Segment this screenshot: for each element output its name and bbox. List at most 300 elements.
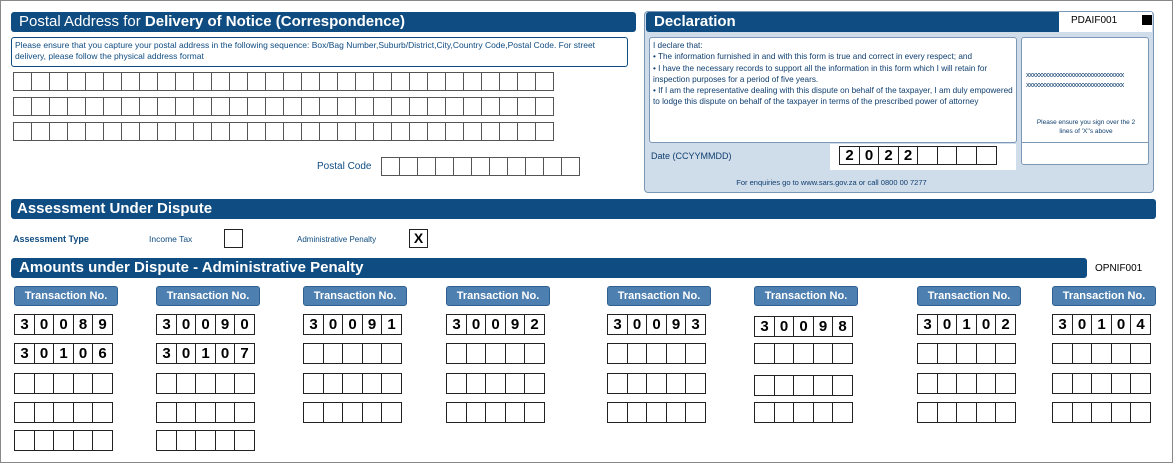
transaction-digit-cell[interactable] xyxy=(813,375,834,396)
address-char-cell[interactable] xyxy=(229,97,248,116)
transaction-digit-cell[interactable] xyxy=(995,373,1016,394)
address-char-cell[interactable] xyxy=(67,97,86,116)
transaction-digit-cell[interactable] xyxy=(666,373,687,394)
transaction-number-input[interactable] xyxy=(303,314,401,335)
transaction-digit-cell[interactable]: 0 xyxy=(646,314,667,335)
transaction-digit-cell[interactable] xyxy=(362,402,383,423)
address-char-cell[interactable] xyxy=(301,72,320,91)
transaction-digit-cell[interactable] xyxy=(1130,402,1151,423)
transaction-number-input[interactable] xyxy=(607,373,705,394)
transaction-digit-cell[interactable]: 1 xyxy=(381,314,402,335)
transaction-digit-cell[interactable] xyxy=(1052,373,1073,394)
address-line-3[interactable] xyxy=(13,122,553,141)
address-char-cell[interactable] xyxy=(103,97,122,116)
admin-penalty-checkbox[interactable]: X xyxy=(409,229,428,248)
address-char-cell[interactable] xyxy=(157,122,176,141)
transaction-digit-cell[interactable]: 2 xyxy=(995,314,1016,335)
address-char-cell[interactable] xyxy=(265,97,284,116)
transaction-digit-cell[interactable] xyxy=(92,373,113,394)
transaction-digit-cell[interactable] xyxy=(832,343,853,364)
address-char-cell[interactable] xyxy=(247,122,266,141)
transaction-digit-cell[interactable] xyxy=(234,430,255,451)
address-char-cell[interactable] xyxy=(373,97,392,116)
transaction-digit-cell[interactable] xyxy=(666,402,687,423)
address-char-cell[interactable] xyxy=(427,122,446,141)
transaction-digit-cell[interactable] xyxy=(1091,343,1112,364)
transaction-digit-cell[interactable] xyxy=(937,343,958,364)
transaction-number-input[interactable] xyxy=(607,402,705,423)
transaction-digit-cell[interactable] xyxy=(34,402,55,423)
address-char-cell[interactable] xyxy=(499,122,518,141)
transaction-number-input[interactable] xyxy=(446,314,544,335)
address-char-cell[interactable] xyxy=(445,97,464,116)
address-char-cell[interactable] xyxy=(265,72,284,91)
postal-code-char-cell[interactable] xyxy=(435,157,454,176)
transaction-digit-cell[interactable] xyxy=(995,402,1016,423)
transaction-digit-cell[interactable] xyxy=(793,375,814,396)
address-char-cell[interactable] xyxy=(193,97,212,116)
transaction-digit-cell[interactable]: 1 xyxy=(53,343,74,364)
address-char-cell[interactable] xyxy=(49,72,68,91)
transaction-digit-cell[interactable]: 0 xyxy=(176,343,197,364)
transaction-digit-cell[interactable] xyxy=(1111,402,1132,423)
address-char-cell[interactable] xyxy=(121,97,140,116)
address-char-cell[interactable] xyxy=(427,72,446,91)
address-char-cell[interactable] xyxy=(391,97,410,116)
transaction-digit-cell[interactable]: 0 xyxy=(1111,314,1132,335)
transaction-digit-cell[interactable] xyxy=(466,402,487,423)
transaction-digit-cell[interactable] xyxy=(1111,343,1132,364)
transaction-digit-cell[interactable] xyxy=(323,373,344,394)
address-char-cell[interactable] xyxy=(337,97,356,116)
transaction-digit-cell[interactable] xyxy=(976,373,997,394)
transaction-digit-cell[interactable]: 0 xyxy=(323,314,344,335)
transaction-digit-cell[interactable] xyxy=(1111,373,1132,394)
address-char-cell[interactable] xyxy=(463,97,482,116)
transaction-digit-cell[interactable]: 9 xyxy=(362,314,383,335)
transaction-digit-cell[interactable] xyxy=(524,373,545,394)
postal-code-char-cell[interactable] xyxy=(453,157,472,176)
address-char-cell[interactable] xyxy=(355,122,374,141)
transaction-digit-cell[interactable] xyxy=(466,343,487,364)
transaction-digit-cell[interactable] xyxy=(793,402,814,423)
transaction-digit-cell[interactable] xyxy=(485,402,506,423)
address-char-cell[interactable] xyxy=(175,122,194,141)
address-char-cell[interactable] xyxy=(175,72,194,91)
postal-address-grid[interactable] xyxy=(13,72,553,141)
postal-code-char-cell[interactable] xyxy=(561,157,580,176)
transaction-digit-cell[interactable]: 2 xyxy=(524,314,545,335)
address-char-cell[interactable] xyxy=(31,72,50,91)
address-char-cell[interactable] xyxy=(103,122,122,141)
address-char-cell[interactable] xyxy=(355,97,374,116)
transaction-digit-cell[interactable] xyxy=(505,343,526,364)
transaction-digit-cell[interactable] xyxy=(956,343,977,364)
address-char-cell[interactable] xyxy=(301,97,320,116)
address-char-cell[interactable] xyxy=(229,122,248,141)
transaction-digit-cell[interactable] xyxy=(685,373,706,394)
postal-code-input[interactable] xyxy=(381,157,579,176)
transaction-digit-cell[interactable]: 3 xyxy=(156,314,177,335)
transaction-digit-cell[interactable] xyxy=(342,343,363,364)
transaction-digit-cell[interactable] xyxy=(1091,373,1112,394)
address-char-cell[interactable] xyxy=(427,97,446,116)
transaction-number-input[interactable] xyxy=(14,430,112,451)
transaction-number-input[interactable] xyxy=(917,314,1015,335)
address-char-cell[interactable] xyxy=(337,122,356,141)
address-char-cell[interactable] xyxy=(283,97,302,116)
transaction-digit-cell[interactable] xyxy=(73,430,94,451)
transaction-number-input[interactable] xyxy=(14,343,112,364)
address-char-cell[interactable] xyxy=(337,72,356,91)
transaction-digit-cell[interactable] xyxy=(323,402,344,423)
transaction-digit-cell[interactable] xyxy=(1072,373,1093,394)
address-char-cell[interactable] xyxy=(247,72,266,91)
address-char-cell[interactable] xyxy=(355,72,374,91)
transaction-digit-cell[interactable] xyxy=(34,430,55,451)
transaction-digit-cell[interactable] xyxy=(381,373,402,394)
address-char-cell[interactable] xyxy=(13,122,32,141)
address-char-cell[interactable] xyxy=(409,97,428,116)
address-char-cell[interactable] xyxy=(535,97,554,116)
transaction-number-input[interactable] xyxy=(156,343,254,364)
transaction-digit-cell[interactable] xyxy=(92,402,113,423)
transaction-number-input[interactable] xyxy=(156,314,254,335)
transaction-number-input[interactable] xyxy=(1052,373,1150,394)
address-char-cell[interactable] xyxy=(319,122,338,141)
transaction-digit-cell[interactable]: 9 xyxy=(92,314,113,335)
transaction-digit-cell[interactable] xyxy=(215,430,236,451)
address-char-cell[interactable] xyxy=(139,97,158,116)
address-char-cell[interactable] xyxy=(265,122,284,141)
address-char-cell[interactable] xyxy=(481,97,500,116)
transaction-digit-cell[interactable] xyxy=(1052,343,1073,364)
transaction-digit-cell[interactable] xyxy=(215,373,236,394)
transaction-number-input[interactable] xyxy=(303,373,401,394)
transaction-digit-cell[interactable] xyxy=(976,402,997,423)
transaction-digit-cell[interactable] xyxy=(323,343,344,364)
transaction-digit-cell[interactable]: 0 xyxy=(466,314,487,335)
transaction-digit-cell[interactable] xyxy=(607,343,628,364)
transaction-digit-cell[interactable]: 3 xyxy=(156,343,177,364)
transaction-digit-cell[interactable] xyxy=(774,402,795,423)
transaction-digit-cell[interactable] xyxy=(14,373,35,394)
transaction-number-input[interactable] xyxy=(303,343,401,364)
date-digit-cell[interactable] xyxy=(917,146,938,165)
transaction-digit-cell[interactable] xyxy=(156,430,177,451)
address-char-cell[interactable] xyxy=(409,72,428,91)
address-char-cell[interactable] xyxy=(49,122,68,141)
address-char-cell[interactable] xyxy=(13,97,32,116)
transaction-number-input[interactable] xyxy=(754,316,852,337)
address-char-cell[interactable] xyxy=(391,122,410,141)
transaction-digit-cell[interactable] xyxy=(813,343,834,364)
transaction-digit-cell[interactable] xyxy=(14,402,35,423)
address-char-cell[interactable] xyxy=(319,97,338,116)
postal-code-char-cell[interactable] xyxy=(381,157,400,176)
address-char-cell[interactable] xyxy=(373,122,392,141)
transaction-digit-cell[interactable] xyxy=(303,373,324,394)
transaction-number-input[interactable] xyxy=(1052,402,1150,423)
transaction-number-input[interactable] xyxy=(1052,343,1150,364)
transaction-digit-cell[interactable] xyxy=(176,373,197,394)
transaction-digit-cell[interactable]: 3 xyxy=(14,314,35,335)
transaction-digit-cell[interactable]: 0 xyxy=(793,316,814,337)
transaction-digit-cell[interactable] xyxy=(446,402,467,423)
transaction-digit-cell[interactable] xyxy=(937,373,958,394)
address-char-cell[interactable] xyxy=(373,72,392,91)
address-char-cell[interactable] xyxy=(535,72,554,91)
transaction-digit-cell[interactable] xyxy=(34,373,55,394)
transaction-digit-cell[interactable]: 7 xyxy=(234,343,255,364)
postal-code-char-cell[interactable] xyxy=(507,157,526,176)
transaction-digit-cell[interactable]: 0 xyxy=(34,314,55,335)
address-char-cell[interactable] xyxy=(247,97,266,116)
transaction-digit-cell[interactable] xyxy=(956,402,977,423)
transaction-digit-cell[interactable]: 1 xyxy=(195,343,216,364)
address-line-1[interactable] xyxy=(13,72,553,91)
transaction-digit-cell[interactable] xyxy=(607,402,628,423)
address-char-cell[interactable] xyxy=(535,122,554,141)
transaction-digit-cell[interactable] xyxy=(627,373,648,394)
transaction-number-input[interactable] xyxy=(754,402,852,423)
transaction-digit-cell[interactable] xyxy=(303,402,324,423)
transaction-digit-cell[interactable]: 0 xyxy=(34,343,55,364)
address-char-cell[interactable] xyxy=(211,122,230,141)
transaction-digit-cell[interactable] xyxy=(342,402,363,423)
transaction-number-input[interactable] xyxy=(754,343,852,364)
address-char-cell[interactable] xyxy=(517,97,536,116)
address-char-cell[interactable] xyxy=(409,122,428,141)
address-char-cell[interactable] xyxy=(103,72,122,91)
transaction-digit-cell[interactable] xyxy=(1072,402,1093,423)
transaction-digit-cell[interactable]: 0 xyxy=(73,343,94,364)
transaction-digit-cell[interactable] xyxy=(215,402,236,423)
postal-code-char-cell[interactable] xyxy=(471,157,490,176)
address-char-cell[interactable] xyxy=(463,72,482,91)
address-char-cell[interactable] xyxy=(85,122,104,141)
transaction-number-input[interactable] xyxy=(156,373,254,394)
transaction-digit-cell[interactable] xyxy=(976,343,997,364)
transaction-digit-cell[interactable] xyxy=(505,373,526,394)
transaction-digit-cell[interactable]: 3 xyxy=(607,314,628,335)
address-char-cell[interactable] xyxy=(481,72,500,91)
transaction-number-input[interactable] xyxy=(446,343,544,364)
transaction-digit-cell[interactable] xyxy=(362,343,383,364)
transaction-digit-cell[interactable] xyxy=(1130,373,1151,394)
transaction-digit-cell[interactable] xyxy=(234,402,255,423)
date-digit-cell[interactable]: 0 xyxy=(859,146,880,165)
address-char-cell[interactable] xyxy=(13,72,32,91)
transaction-digit-cell[interactable] xyxy=(754,343,775,364)
transaction-digit-cell[interactable] xyxy=(195,402,216,423)
transaction-digit-cell[interactable]: 0 xyxy=(627,314,648,335)
transaction-digit-cell[interactable] xyxy=(446,373,467,394)
signature-box[interactable] xyxy=(1021,37,1149,165)
date-digit-cell[interactable] xyxy=(937,146,958,165)
address-char-cell[interactable] xyxy=(157,97,176,116)
address-char-cell[interactable] xyxy=(31,122,50,141)
address-char-cell[interactable] xyxy=(193,72,212,91)
date-digit-cell[interactable] xyxy=(976,146,997,165)
transaction-digit-cell[interactable]: 0 xyxy=(937,314,958,335)
transaction-digit-cell[interactable]: 1 xyxy=(956,314,977,335)
transaction-digit-cell[interactable]: 0 xyxy=(1072,314,1093,335)
address-char-cell[interactable] xyxy=(157,72,176,91)
address-char-cell[interactable] xyxy=(481,122,500,141)
transaction-digit-cell[interactable]: 3 xyxy=(917,314,938,335)
transaction-digit-cell[interactable] xyxy=(176,402,197,423)
transaction-digit-cell[interactable] xyxy=(995,343,1016,364)
transaction-digit-cell[interactable] xyxy=(774,343,795,364)
address-char-cell[interactable] xyxy=(445,122,464,141)
address-char-cell[interactable] xyxy=(211,72,230,91)
transaction-digit-cell[interactable] xyxy=(685,402,706,423)
transaction-digit-cell[interactable] xyxy=(793,343,814,364)
transaction-number-input[interactable] xyxy=(917,343,1015,364)
transaction-number-input[interactable] xyxy=(917,402,1015,423)
date-digit-cell[interactable]: 2 xyxy=(839,146,860,165)
transaction-number-input[interactable] xyxy=(446,373,544,394)
address-char-cell[interactable] xyxy=(517,122,536,141)
transaction-number-input[interactable] xyxy=(156,402,254,423)
transaction-number-input[interactable] xyxy=(446,402,544,423)
transaction-digit-cell[interactable]: 0 xyxy=(234,314,255,335)
transaction-digit-cell[interactable] xyxy=(446,343,467,364)
transaction-digit-cell[interactable] xyxy=(813,402,834,423)
address-char-cell[interactable] xyxy=(67,122,86,141)
transaction-digit-cell[interactable] xyxy=(1072,343,1093,364)
address-char-cell[interactable] xyxy=(445,72,464,91)
transaction-number-input[interactable] xyxy=(607,314,705,335)
address-line-2[interactable] xyxy=(13,97,553,116)
transaction-number-input[interactable] xyxy=(917,373,1015,394)
transaction-digit-cell[interactable]: 0 xyxy=(342,314,363,335)
address-char-cell[interactable] xyxy=(121,72,140,91)
transaction-digit-cell[interactable] xyxy=(176,430,197,451)
postal-code-char-cell[interactable] xyxy=(399,157,418,176)
address-char-cell[interactable] xyxy=(85,97,104,116)
transaction-digit-cell[interactable]: 3 xyxy=(14,343,35,364)
transaction-digit-cell[interactable]: 9 xyxy=(813,316,834,337)
address-char-cell[interactable] xyxy=(229,72,248,91)
transaction-number-input[interactable] xyxy=(14,402,112,423)
transaction-digit-cell[interactable]: 0 xyxy=(215,343,236,364)
transaction-digit-cell[interactable] xyxy=(607,373,628,394)
transaction-number-input[interactable] xyxy=(14,373,112,394)
transaction-digit-cell[interactable]: 8 xyxy=(73,314,94,335)
transaction-digit-cell[interactable] xyxy=(937,402,958,423)
transaction-digit-cell[interactable]: 0 xyxy=(485,314,506,335)
address-char-cell[interactable] xyxy=(139,122,158,141)
transaction-digit-cell[interactable] xyxy=(485,343,506,364)
transaction-digit-cell[interactable] xyxy=(53,430,74,451)
transaction-digit-cell[interactable] xyxy=(73,402,94,423)
address-char-cell[interactable] xyxy=(283,72,302,91)
transaction-digit-cell[interactable] xyxy=(646,343,667,364)
transaction-digit-cell[interactable] xyxy=(832,375,853,396)
address-char-cell[interactable] xyxy=(499,72,518,91)
transaction-number-input[interactable] xyxy=(14,314,112,335)
transaction-digit-cell[interactable] xyxy=(303,343,324,364)
address-char-cell[interactable] xyxy=(499,97,518,116)
transaction-digit-cell[interactable]: 3 xyxy=(685,314,706,335)
transaction-digit-cell[interactable]: 0 xyxy=(976,314,997,335)
transaction-digit-cell[interactable] xyxy=(1091,402,1112,423)
date-digit-cell[interactable]: 2 xyxy=(878,146,899,165)
transaction-digit-cell[interactable] xyxy=(524,343,545,364)
transaction-digit-cell[interactable] xyxy=(195,430,216,451)
transaction-digit-cell[interactable] xyxy=(73,373,94,394)
transaction-digit-cell[interactable] xyxy=(832,402,853,423)
transaction-digit-cell[interactable]: 0 xyxy=(195,314,216,335)
transaction-digit-cell[interactable]: 9 xyxy=(505,314,526,335)
date-input[interactable] xyxy=(839,146,995,165)
date-digit-cell[interactable]: 2 xyxy=(898,146,919,165)
transaction-digit-cell[interactable]: 8 xyxy=(832,316,853,337)
transaction-digit-cell[interactable] xyxy=(505,402,526,423)
address-char-cell[interactable] xyxy=(31,97,50,116)
address-char-cell[interactable] xyxy=(67,72,86,91)
transaction-digit-cell[interactable] xyxy=(627,402,648,423)
transaction-digit-cell[interactable] xyxy=(524,402,545,423)
address-char-cell[interactable] xyxy=(319,72,338,91)
transaction-digit-cell[interactable] xyxy=(362,373,383,394)
address-char-cell[interactable] xyxy=(211,97,230,116)
transaction-digit-cell[interactable] xyxy=(1052,402,1073,423)
postal-code-char-cell[interactable] xyxy=(417,157,436,176)
transaction-digit-cell[interactable] xyxy=(381,402,402,423)
address-char-cell[interactable] xyxy=(49,97,68,116)
transaction-number-input[interactable] xyxy=(156,430,254,451)
transaction-digit-cell[interactable]: 0 xyxy=(53,314,74,335)
transaction-digit-cell[interactable] xyxy=(754,402,775,423)
transaction-digit-cell[interactable]: 3 xyxy=(754,316,775,337)
transaction-digit-cell[interactable] xyxy=(646,402,667,423)
transaction-number-input[interactable] xyxy=(303,402,401,423)
transaction-digit-cell[interactable] xyxy=(14,430,35,451)
transaction-digit-cell[interactable] xyxy=(956,373,977,394)
transaction-digit-cell[interactable] xyxy=(917,373,938,394)
transaction-digit-cell[interactable] xyxy=(1130,343,1151,364)
transaction-digit-cell[interactable] xyxy=(627,343,648,364)
address-char-cell[interactable] xyxy=(301,122,320,141)
address-char-cell[interactable] xyxy=(121,122,140,141)
transaction-digit-cell[interactable] xyxy=(342,373,363,394)
postal-code-char-cell[interactable] xyxy=(525,157,544,176)
postal-code-char-cell[interactable] xyxy=(489,157,508,176)
transaction-digit-cell[interactable]: 1 xyxy=(1091,314,1112,335)
transaction-digit-cell[interactable]: 4 xyxy=(1130,314,1151,335)
transaction-digit-cell[interactable]: 3 xyxy=(303,314,324,335)
transaction-digit-cell[interactable] xyxy=(685,343,706,364)
transaction-digit-cell[interactable] xyxy=(156,373,177,394)
transaction-number-input[interactable] xyxy=(607,343,705,364)
address-char-cell[interactable] xyxy=(85,72,104,91)
transaction-digit-cell[interactable] xyxy=(666,343,687,364)
date-digit-cell[interactable] xyxy=(956,146,977,165)
address-char-cell[interactable] xyxy=(463,122,482,141)
transaction-digit-cell[interactable]: 0 xyxy=(176,314,197,335)
transaction-digit-cell[interactable] xyxy=(917,402,938,423)
address-char-cell[interactable] xyxy=(175,97,194,116)
transaction-digit-cell[interactable] xyxy=(917,343,938,364)
address-char-cell[interactable] xyxy=(391,72,410,91)
transaction-number-input[interactable] xyxy=(1052,314,1150,335)
transaction-digit-cell[interactable] xyxy=(466,373,487,394)
transaction-number-input[interactable] xyxy=(754,375,852,396)
address-char-cell[interactable] xyxy=(283,122,302,141)
